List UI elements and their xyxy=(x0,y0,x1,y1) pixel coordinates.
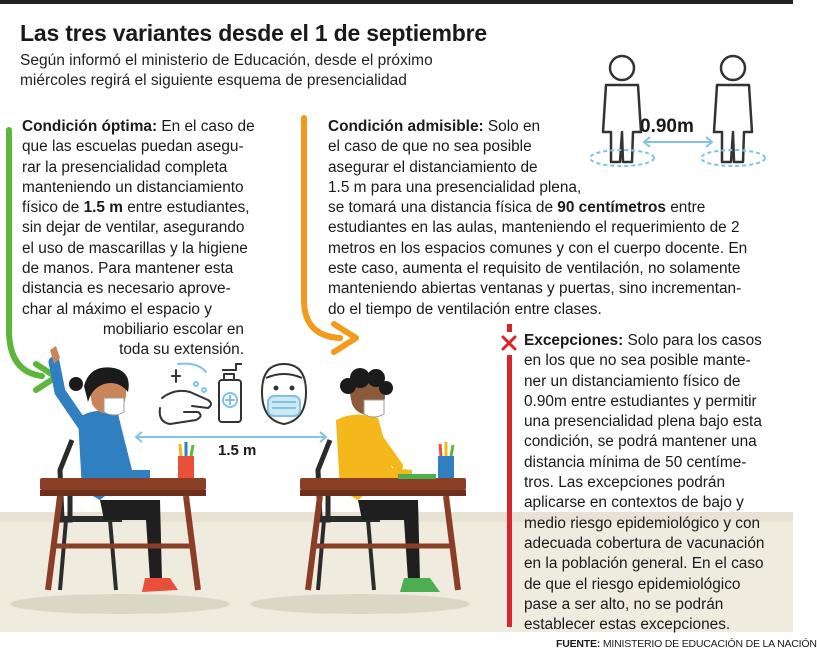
exceptions-line: una presencialidad plena bajo esta xyxy=(524,413,762,431)
exceptions-line: aplicarse en contextos de bajo y xyxy=(524,494,744,512)
optimal-line: de manos. Para mantener esta xyxy=(22,260,234,278)
distance-label-090: 0.90m xyxy=(640,116,694,137)
exceptions-line: 0.90m entre estudiantes y permitir xyxy=(524,392,757,410)
exceptions-line: de que el riesgo epidemiológico xyxy=(524,575,741,593)
optimal-line: que las escuelas puedan asegu- xyxy=(22,138,244,156)
sanitizer-icon xyxy=(219,364,242,422)
optimal-line: rar la presencialidad completa xyxy=(22,158,228,176)
x-mark-icon xyxy=(503,337,515,349)
optimal-line: el uso de mascarillas y la higiene xyxy=(22,239,248,257)
admissible-condition-text xyxy=(328,117,747,320)
subtitle-line: miércoles regirá el siguiente esquema de presencialidad xyxy=(20,72,407,89)
exceptions-line: adecuada cobertura de vacunación xyxy=(524,534,765,552)
exceptions-line: ner un distanciamiento físico de xyxy=(524,372,741,390)
exceptions-line: pase a ser alto, no se podrán xyxy=(524,595,724,613)
distance-arrow-15 xyxy=(136,432,326,442)
optimal-line: char al máximo el espacio y xyxy=(22,300,212,318)
exceptions-line: Excepciones: Solo para los casos xyxy=(524,332,762,349)
page-title: Las tres variantes desde el 1 de septiembre xyxy=(20,20,487,46)
exceptions-line: en la población general. En el caso xyxy=(524,555,764,573)
admissible-line: 1.5 m para una presencialidad plena, xyxy=(328,178,582,196)
optimal-line: manteniendo un distanciamiento xyxy=(22,178,244,196)
optimal-heading: Condición óptima: xyxy=(22,118,158,135)
exceptions-line: distancia mínima de 50 centíme- xyxy=(524,453,747,471)
optimal-line: distancia es necesario aprove- xyxy=(22,280,231,298)
page-subtitle xyxy=(20,51,490,91)
optimal-line: sin dejar de ventilar, asegurando xyxy=(22,219,245,237)
subtitle-line: Según informó el ministerio de Educación, desde el próximo xyxy=(20,52,433,69)
exceptions-heading: Excepciones: xyxy=(524,332,624,349)
source-credit: FUENTE: MINISTERIO DE EDUCACIÓN DE LA NACIÓN xyxy=(556,638,817,650)
admissible-line: do el tiempo de ventilación entre clases. xyxy=(328,300,602,318)
optimal-condition-text xyxy=(22,117,255,361)
admissible-line: asegurar el distanciamiento de xyxy=(328,158,538,176)
distance-label-15: 1.5 m xyxy=(218,442,257,459)
exceptions-line: condición, se podrá mantener una xyxy=(524,433,757,451)
admissible-line: el caso de que no sea posible xyxy=(328,138,532,156)
admissible-line: Condición admisible: Solo en xyxy=(328,118,541,135)
exceptions-line: establecer estas excepciones. xyxy=(524,616,731,634)
exceptions-text xyxy=(524,331,764,635)
mask-icon xyxy=(262,364,306,424)
exceptions-line: medio riesgo epidemiológico y con xyxy=(524,514,761,532)
admissible-line: manteniendo abiertas ventanas y puertas, sino incrementan- xyxy=(328,280,742,298)
exceptions-line: tros. Las excepciones podrán xyxy=(524,474,726,492)
red-bar-top xyxy=(507,324,512,332)
admissible-line: estudiantes en las aulas, manteniendo el requerimiento de 2 xyxy=(328,219,740,237)
handwash-icon xyxy=(160,364,211,424)
optimal-line: Condición óptima: En el caso de xyxy=(22,118,255,135)
admissible-heading: Condición admisible: xyxy=(328,118,484,135)
optimal-line: toda su extensión. xyxy=(119,341,244,359)
optimal-line: físico de 1.5 m entre estudiantes, xyxy=(22,199,250,217)
admissible-line: metros en los espacios comunes y con el cuerpo docente. En xyxy=(328,239,748,257)
optimal-line: mobiliario escolar en xyxy=(102,320,244,338)
red-bar xyxy=(507,355,512,627)
admissible-line: se tomará una distancia física de 90 centímetros entre xyxy=(328,199,706,217)
exceptions-line: en los que no sea posible mante- xyxy=(524,352,751,370)
admissible-line: este caso, aumenta el requisito de ventilación, no solamente xyxy=(328,260,741,278)
